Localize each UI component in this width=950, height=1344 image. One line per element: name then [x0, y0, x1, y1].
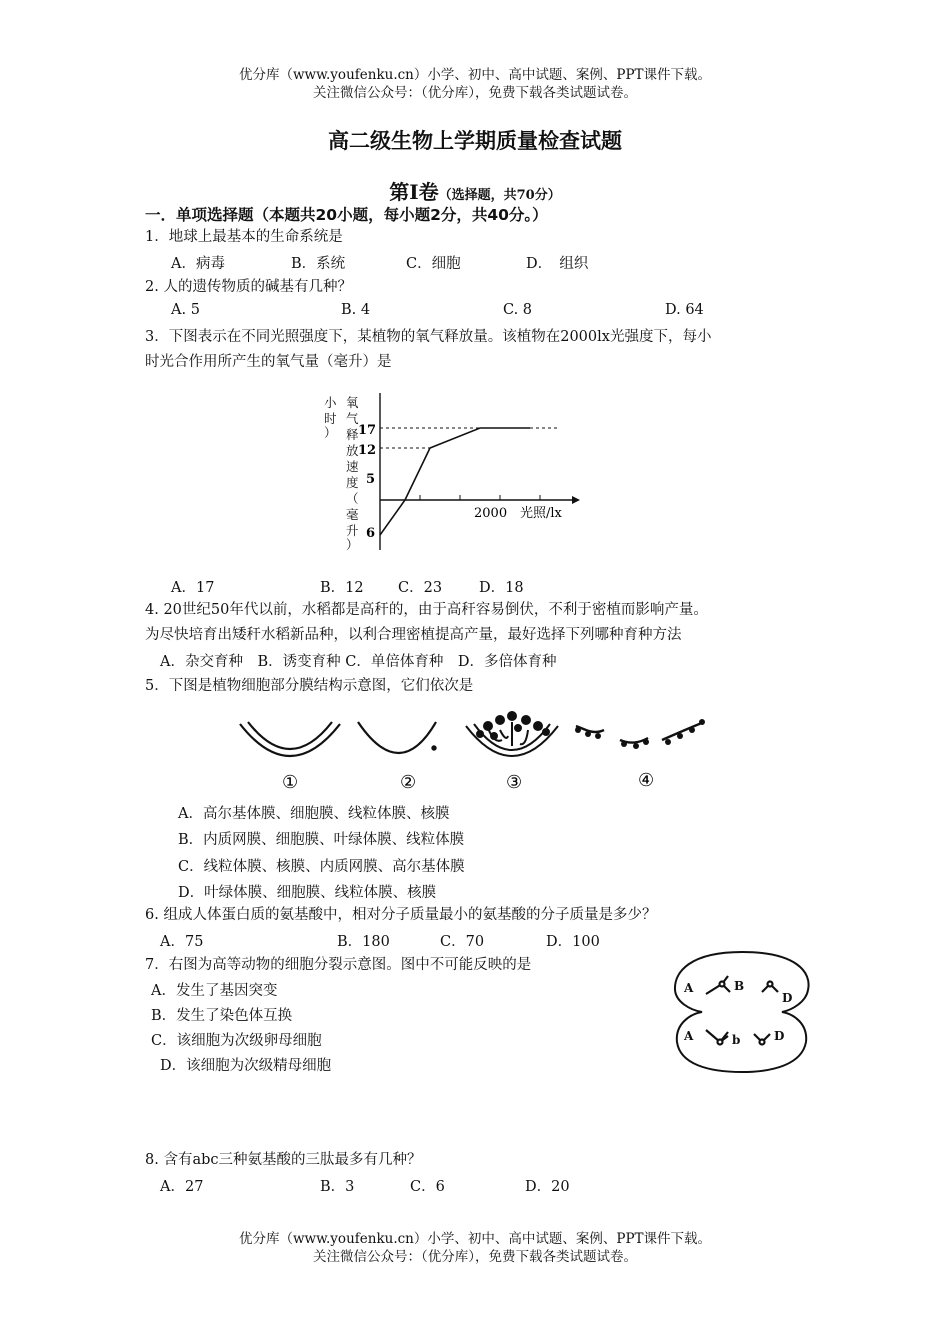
q3-option-a: A．17 [171, 580, 215, 596]
svg-text:放: 放 [346, 443, 359, 458]
y-tick-12: 12 [358, 443, 377, 458]
membrane-2 [358, 722, 436, 753]
label-3: ③ [506, 772, 523, 793]
svg-text:度: 度 [346, 475, 359, 490]
section-heading: 一．单项选择题（本题共20小题，每小题2分，共40分。） [145, 206, 548, 224]
svg-text:）: ） [324, 425, 337, 440]
q6-stem: 6. 组成人体蛋白质的氨基酸中，相对分子质量最小的氨基酸的分子质量是多少？ [145, 907, 657, 923]
q5-option-c: C．线粒体膜、核膜、内质网膜、高尔基体膜 [178, 859, 465, 875]
svg-text:氧: 氧 [346, 395, 359, 410]
q1-option-b: B．系统 [291, 256, 346, 272]
header-line-1: 优分库（www.youfenku.cn）小学、初中、高中试题、案例、PPT课件下载。 [238, 67, 712, 83]
oxygen-release-chart [310, 385, 600, 555]
gene-label-a-upper: A [684, 981, 694, 995]
q2-stem: 2. 人的遗传物质的碱基有几种？ [145, 279, 352, 295]
footer-line-1: 优分库（www.youfenku.cn）小学、初中、高中试题、案例、PPT课件下载。 [238, 1231, 712, 1247]
x-tick-2000: 2000 [474, 506, 508, 521]
q6-option-b: B．180 [337, 934, 390, 950]
q5-stem: 5．下图是植物细胞部分膜结构示意图，它们依次是 [145, 678, 474, 694]
svg-text:时: 时 [324, 411, 337, 426]
q3-stem-line-1: 3．下图表示在不同光照强度下，某植物的氧气释放量。该植物在2000lx光强度下，每小 [145, 329, 712, 345]
oxygen-release-curve [380, 428, 530, 535]
y-tick-17: 17 [358, 423, 377, 438]
q4-stem-line-1: 4. 20世纪50年代以前，水稻都是高秆的，由于高秆容易倒伏，不利于密植而影响产量。 [145, 602, 708, 618]
q3-option-d: D．18 [479, 580, 524, 596]
volume-note: （选择题，共70分） [438, 188, 561, 203]
q8-stem: 8. 含有abc三种氨基酸的三肽最多有几种？ [145, 1152, 422, 1168]
q7-option-d: D．该细胞为次级精母细胞 [160, 1058, 332, 1074]
volume-heading [0, 176, 950, 205]
q1-option-d: D． 组织 [526, 256, 589, 272]
svg-text:小: 小 [324, 395, 337, 410]
header-line-2: 关注微信公众号：（优分库），免费下载各类试题试卷。 [313, 85, 637, 101]
gene-label-d-lower: D [774, 1029, 785, 1043]
gene-label-b-lower: b [732, 1033, 741, 1047]
q1-stem: 1．地球上最基本的生命系统是 [145, 229, 343, 245]
svg-text:（: （ [346, 491, 359, 506]
membrane-3 [466, 712, 558, 756]
membrane-4 [575, 719, 705, 749]
x-axis-arrow [572, 496, 580, 504]
membrane-structures-figure [230, 700, 730, 795]
svg-text:释: 释 [346, 427, 359, 442]
label-4: ④ [638, 770, 655, 791]
q3-option-b: B．12 [320, 580, 364, 596]
x-axis-label: 光照/lx [520, 506, 562, 521]
q2-option-d: D. 64 [665, 302, 704, 318]
svg-text:气: 气 [346, 411, 359, 426]
page-title: 高二级生物上学期质量检查试题 [328, 128, 622, 153]
q6-option-a: A．75 [160, 934, 204, 950]
cell-division-figure [670, 948, 815, 1078]
gene-label-d-upper: D [782, 991, 793, 1005]
q2-option-a: A. 5 [171, 302, 200, 318]
volume-main: 第Ⅰ卷 [389, 180, 439, 204]
q1-option-c: C．细胞 [406, 256, 461, 272]
q7-option-b: B．发生了染色体互换 [151, 1008, 293, 1024]
q4-options: A．杂交育种 B．诱变育种 C．单倍体育种 D．多倍体育种 [160, 654, 557, 670]
q8-option-d: D．20 [525, 1179, 570, 1195]
q7-stem: 7．右图为高等动物的细胞分裂示意图。图中不可能反映的是 [145, 957, 532, 973]
gene-label-b-upper: B [734, 979, 745, 993]
y-tick-6: 6 [366, 526, 376, 541]
q8-option-c: C．6 [410, 1179, 445, 1195]
q6-option-c: C．70 [440, 934, 485, 950]
gene-label-a-lower: A [684, 1029, 694, 1043]
label-2: ② [400, 772, 417, 793]
q3-option-c: C．23 [398, 580, 443, 596]
q5-option-d: D．叶绿体膜、细胞膜、线粒体膜、核膜 [178, 885, 437, 901]
svg-text:）: ） [346, 537, 359, 552]
q2-option-b: B. 4 [341, 302, 371, 318]
q5-option-b: B．内质网膜、细胞膜、叶绿体膜、线粒体膜 [178, 832, 465, 848]
y-axis-label [324, 395, 359, 552]
q1-option-a: A．病毒 [171, 256, 225, 272]
q3-stem-line-2: 时光合作用所产生的氧气量（毫升）是 [145, 354, 392, 370]
svg-text:升: 升 [346, 523, 359, 538]
q7-option-c: C．该细胞为次级卵母细胞 [151, 1033, 322, 1049]
label-1: ① [282, 772, 299, 793]
svg-text:毫: 毫 [346, 507, 359, 522]
y-tick-5: 5 [366, 472, 376, 487]
q6-option-d: D．100 [546, 934, 600, 950]
cell-membrane [675, 952, 809, 1072]
q7-option-a: A．发生了基因突变 [151, 983, 278, 999]
membrane-1 [240, 722, 340, 756]
svg-text:速: 速 [346, 459, 359, 474]
q8-option-a: A．27 [160, 1179, 204, 1195]
footer-line-2: 关注微信公众号：（优分库），免费下载各类试题试卷。 [313, 1249, 637, 1265]
q2-option-c: C. 8 [503, 302, 533, 318]
q8-option-b: B．3 [320, 1179, 355, 1195]
q5-option-a: A．高尔基体膜、细胞膜、线粒体膜、核膜 [178, 806, 450, 822]
q4-stem-line-2: 为尽快培育出矮秆水稻新品种，以利合理密植提高产量，最好选择下列哪种育种方法 [145, 627, 682, 643]
